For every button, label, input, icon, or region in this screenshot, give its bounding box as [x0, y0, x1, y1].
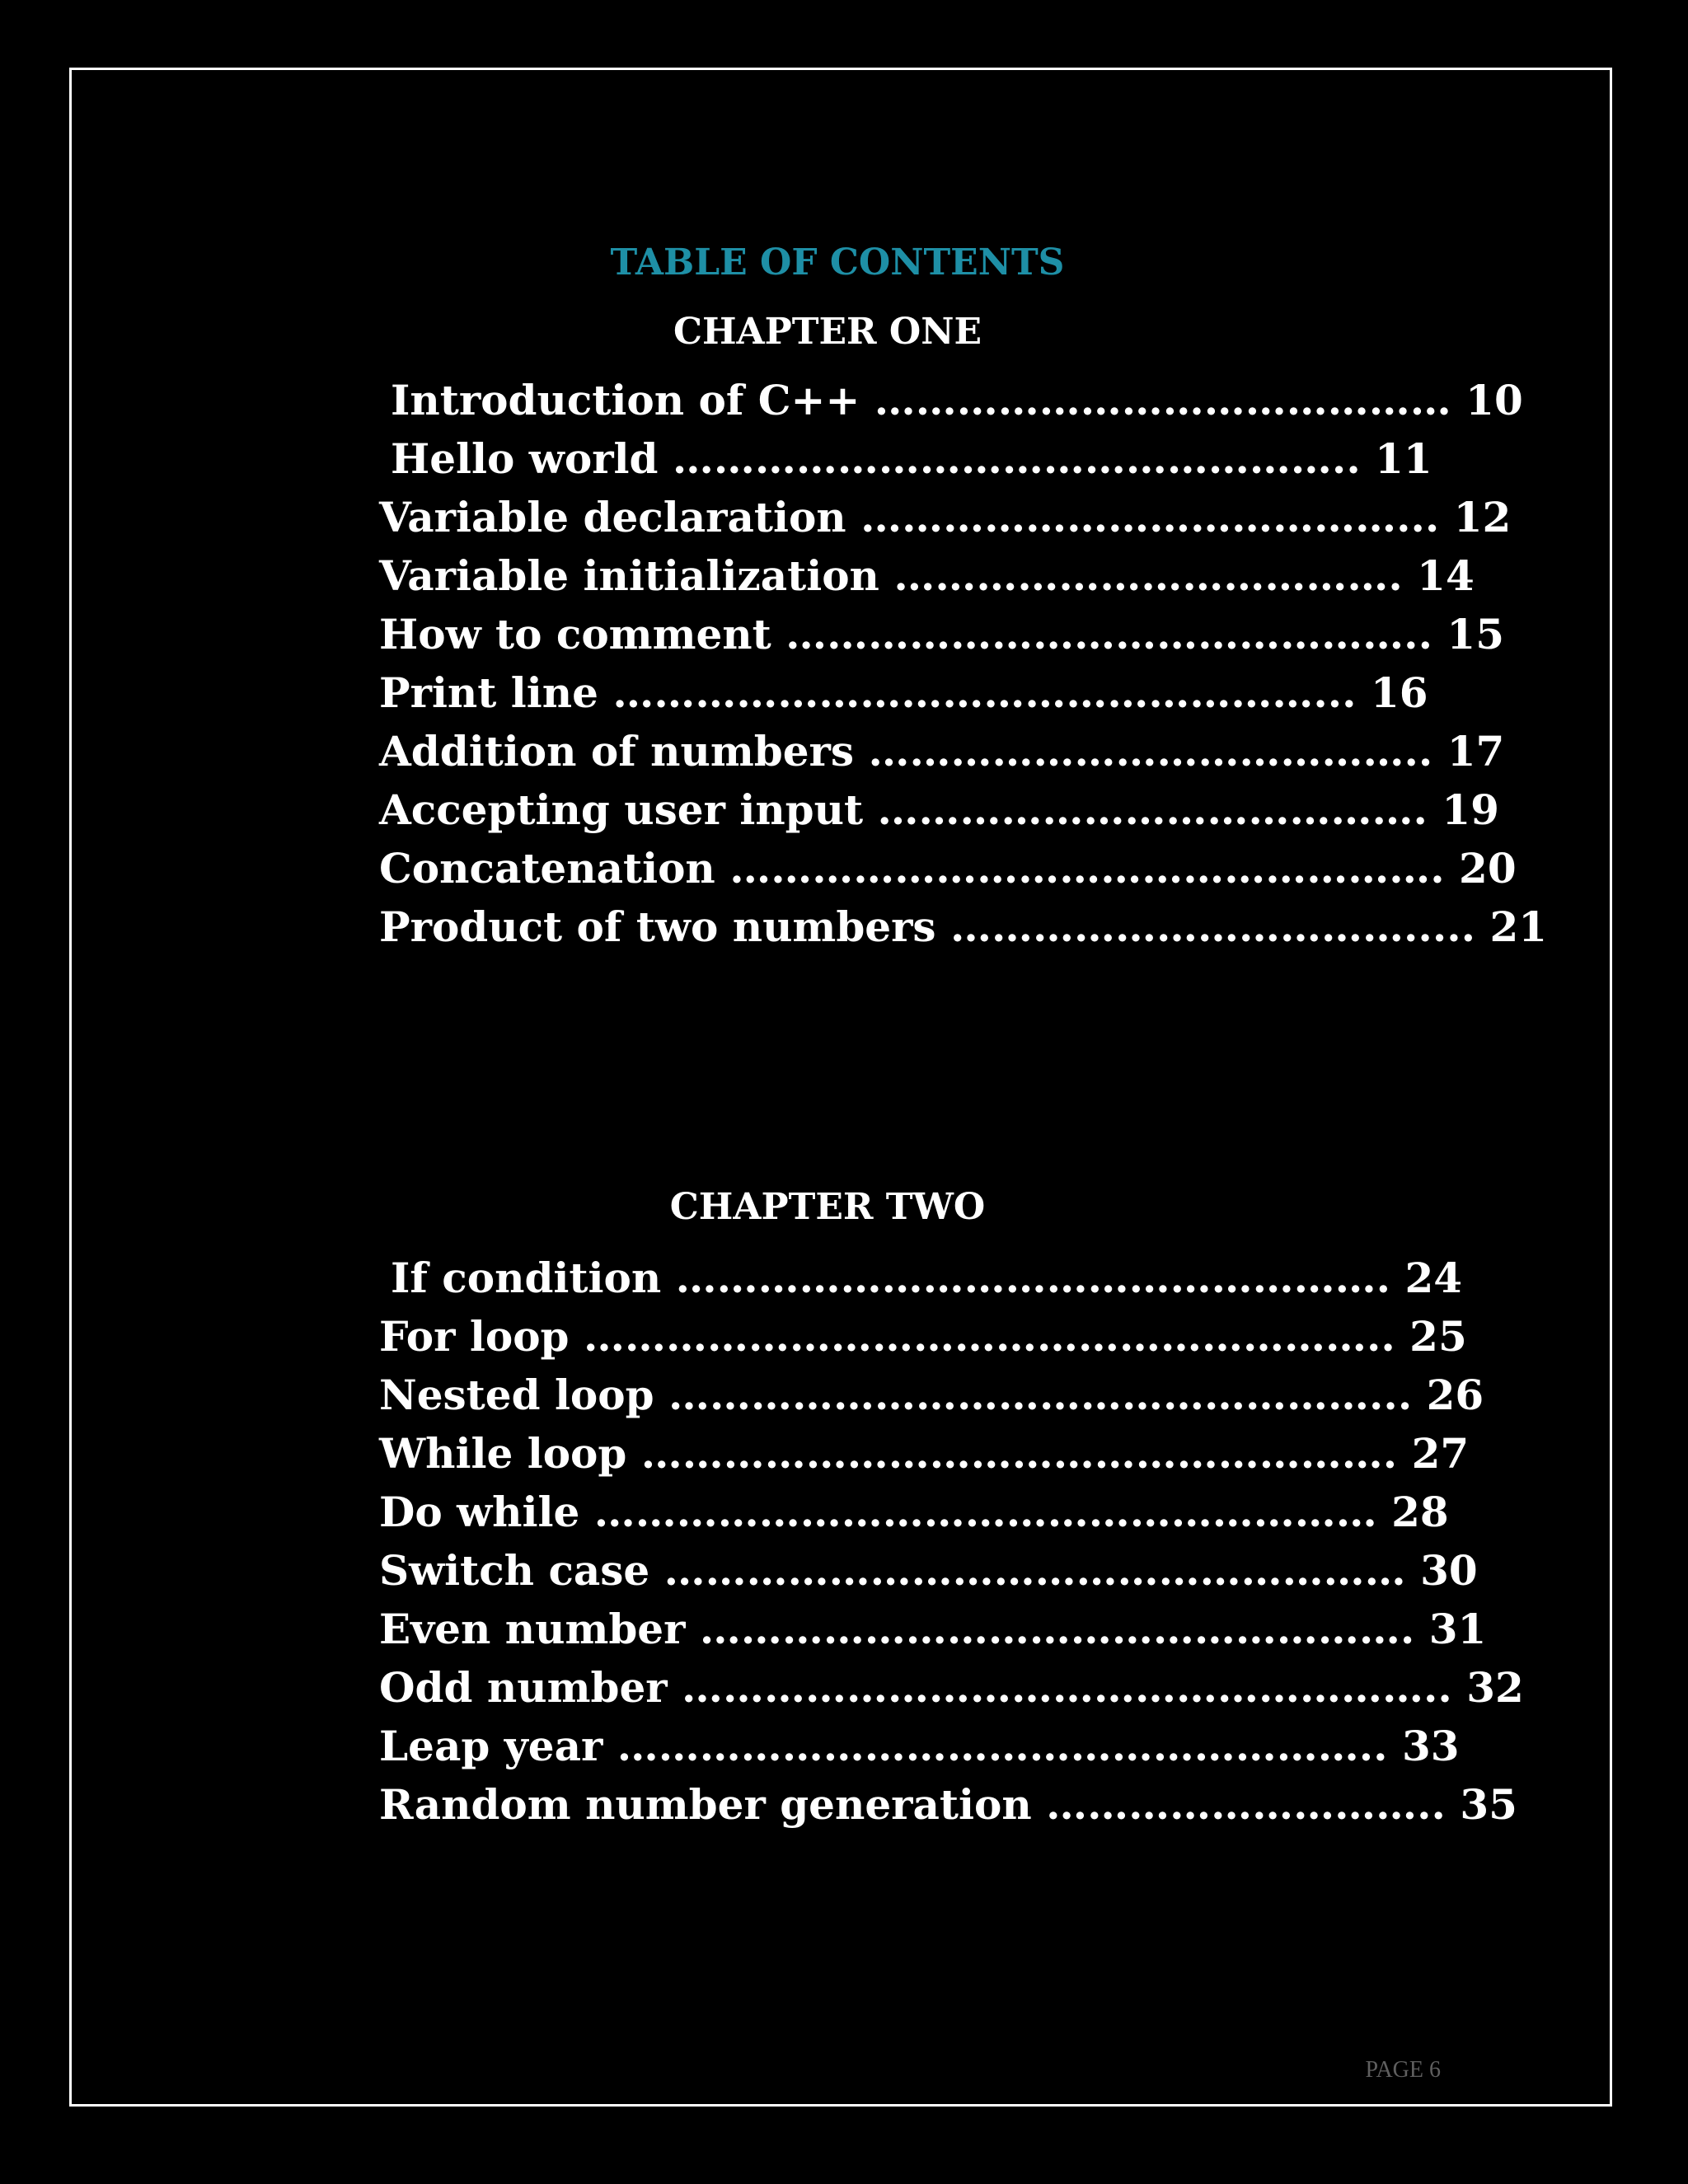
dot-leader: …………………………………………………..: [569, 1312, 1410, 1361]
entry-topic: Concatenation: [379, 844, 715, 893]
toc-entry: [379, 371, 1523, 429]
entry-page-number: 17: [1447, 727, 1505, 776]
toc-entry: [379, 1658, 1524, 1717]
dot-leader: ………………………………….: [863, 785, 1442, 834]
entry-page-number: 19: [1442, 785, 1499, 834]
dot-leader: ……………………………………: [860, 376, 1466, 424]
toc-entry: [379, 546, 1475, 605]
dot-leader: …………………………………………..: [658, 434, 1376, 483]
entry-topic: Do while: [379, 1488, 580, 1536]
toc-entry: [379, 722, 1505, 780]
entry-page-number: 35: [1460, 1780, 1517, 1829]
entry-topic: Odd number: [379, 1663, 668, 1712]
entry-topic: Variable declaration: [379, 493, 846, 541]
toc-entry: [379, 1600, 1487, 1658]
toc-entry: [379, 780, 1499, 839]
dot-leader: ………………………………………………..: [667, 1663, 1467, 1712]
dot-leader: …………………………………………….: [685, 1605, 1429, 1653]
dot-leader: ……………………………….: [879, 551, 1418, 600]
toc-entry: [379, 1541, 1478, 1600]
toc-entry: [379, 1717, 1460, 1775]
entry-topic: Even number: [379, 1605, 686, 1653]
entry-page-number: 25: [1409, 1312, 1467, 1361]
toc-entry: [379, 839, 1517, 898]
dot-leader: ………………………..: [1031, 1780, 1461, 1829]
entry-page-number: 21: [1489, 902, 1548, 951]
toc-entry: [379, 605, 1504, 663]
chapter-two-entries: [379, 1249, 1524, 1834]
entry-page-number: 32: [1466, 1663, 1524, 1712]
page-number-footer: PAGE 6: [1365, 2057, 1441, 2083]
entry-page-number: 31: [1428, 1605, 1487, 1653]
entry-page-number: 26: [1426, 1371, 1484, 1419]
entry-page-number: 24: [1404, 1254, 1463, 1302]
dot-leader: …………………………….....: [935, 902, 1490, 951]
dot-leader: ……………………………………………...: [598, 668, 1371, 717]
entry-topic: Addition of numbers: [379, 727, 855, 776]
dot-leader: …………………………………………….: [715, 844, 1460, 893]
entry-topic: Hello world: [391, 434, 659, 483]
entry-topic: While loop: [379, 1429, 627, 1478]
dot-leader: ……………………………………………...: [654, 1371, 1427, 1419]
entry-page-number: 15: [1447, 610, 1504, 658]
toc-entry: [379, 898, 1548, 956]
dot-leader: ………………………………………………..: [603, 1722, 1402, 1770]
entry-topic: Variable initialization: [379, 551, 879, 600]
dot-leader: …………………………………………………: [579, 1488, 1392, 1536]
dot-leader: ………………………………………………: [649, 1546, 1421, 1595]
dot-leader: ………………………………………..: [771, 610, 1447, 658]
dot-leader: …………………………………...: [846, 493, 1454, 541]
toc-entry: [379, 663, 1442, 722]
entry-page-number: 28: [1391, 1488, 1449, 1536]
entry-topic: Accepting user input: [379, 785, 864, 834]
entry-topic: Nested loop: [379, 1371, 654, 1419]
entry-page-number: 14: [1417, 551, 1475, 600]
dot-leader: ……………………………………………….: [626, 1429, 1412, 1478]
entry-topic: How to comment: [379, 610, 771, 658]
chapter-two-heading: CHAPTER TWO: [669, 1186, 986, 1228]
entry-page-number: 11: [1375, 434, 1432, 483]
toc-entry: [379, 1249, 1463, 1307]
dot-leader: …………………………………..: [854, 727, 1447, 776]
entry-topic: Introduction of C++: [391, 376, 860, 424]
toc-entry: [379, 1424, 1470, 1483]
entry-topic: Switch case: [379, 1546, 650, 1595]
entry-page-number: 30: [1420, 1546, 1478, 1595]
entry-page-number: 12: [1453, 493, 1512, 541]
toc-entry: [379, 1307, 1467, 1366]
entry-page-number: 16: [1371, 668, 1428, 717]
dot-leader: …………………………………………….: [661, 1254, 1405, 1302]
toc-entry: [379, 488, 1512, 546]
chapter-one-heading: CHAPTER ONE: [673, 311, 982, 353]
toc-entry: [379, 1775, 1517, 1834]
toc-title: TABLE OF CONTENTS: [610, 241, 1065, 284]
toc-entry: [379, 429, 1442, 488]
toc-entry: [379, 1366, 1484, 1424]
entry-topic: Leap year: [379, 1722, 603, 1770]
entry-page-number: 10: [1465, 376, 1523, 424]
entry-page-number: 27: [1411, 1429, 1470, 1478]
entry-topic: If condition: [391, 1254, 662, 1302]
entry-topic: Product of two numbers: [379, 902, 936, 951]
toc-entry: [379, 1483, 1449, 1541]
entry-page-number: 20: [1459, 844, 1517, 893]
entry-topic: Random number generation: [379, 1780, 1032, 1829]
entry-page-number: 33: [1401, 1722, 1460, 1770]
entry-topic: For loop: [379, 1312, 570, 1361]
entry-topic: Print line: [379, 668, 598, 717]
chapter-one-entries: [379, 371, 1548, 956]
